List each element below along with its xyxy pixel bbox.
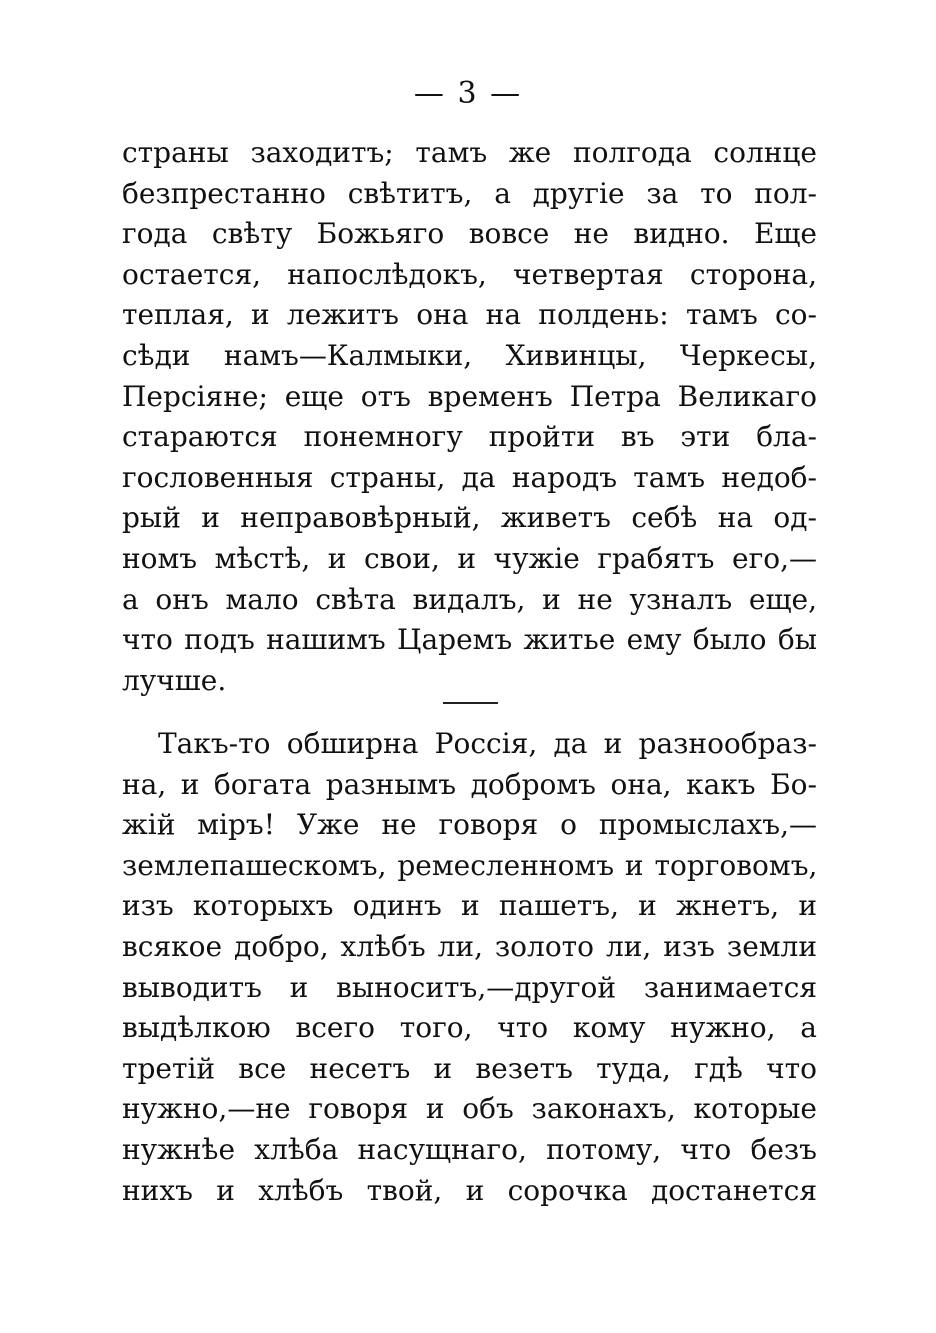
text-line: а онъ мало свѣта видалъ, и не узналъ еще, [122, 582, 817, 616]
text-line: номъ мѣстѣ, и свои, и чужіе грабятъ его,— [122, 541, 817, 575]
section-separator [443, 702, 498, 704]
text-line: Такъ-то обширна Россія, да и разнообраз- [158, 727, 817, 760]
paragraph-1 [122, 133, 817, 701]
text-line: землепашескомъ, ремесленномъ и торговомъ, [122, 848, 817, 882]
text-line: жій міръ! Уже не говоря о промыслахъ,— [122, 808, 817, 842]
text-line: года свѣту Божьяго вовсе не видно. Еще [122, 217, 817, 251]
text-line: выдѣлкою всего того, что кому нужно, а [122, 1011, 817, 1045]
text-line: страны заходитъ; тамъ же полгода солнце [122, 136, 817, 169]
text-line: теплая, и лежитъ она на полдень: тамъ со- [122, 298, 817, 332]
text-line: на, и богата разнымъ добромъ она, какъ Бо- [122, 767, 817, 801]
text-line: стараются понемногу пройти въ эти бла- [122, 420, 817, 454]
text-line: гословенныя страны, да народъ тамъ недоб- [122, 460, 817, 494]
text-line: третій все несетъ и везетъ туда, гдѣ что [122, 1051, 817, 1085]
text-line: нужнѣе хлѣба насущнаго, потому, что безъ [122, 1132, 817, 1166]
paragraph-2 [122, 724, 817, 1211]
text-line: выводитъ и выноситъ,—другой занимается [122, 970, 817, 1004]
text-line: изъ которыхъ одинъ и пашетъ, и жнетъ, и [122, 889, 817, 923]
text-line: сѣди намъ—Калмыки, Хивинцы, Черкесы, [122, 338, 817, 372]
text-line: нихъ и хлѣбъ твой, и сорочка достанется [122, 1173, 817, 1207]
text-line: что подъ нашимъ Царемъ житье ему было бы [122, 623, 817, 657]
text-line: безпрестанно свѣтитъ, а другіе за то пол- [122, 176, 817, 210]
page-number: — 3 — [413, 76, 523, 111]
text-line: нужно,—не говоря и объ законахъ, которые [122, 1092, 817, 1126]
text-line: лучше. [122, 663, 227, 697]
text-line: Персіяне; еще отъ временъ Петра Великаго [122, 379, 817, 413]
text-line: остается, напослѣдокъ, четвертая сторона, [122, 257, 817, 291]
text-line: рый и неправовѣрный, живетъ себѣ на од- [122, 501, 817, 535]
text-line: всякое добро, хлѣбъ ли, золото ли, изъ земли [122, 929, 817, 963]
